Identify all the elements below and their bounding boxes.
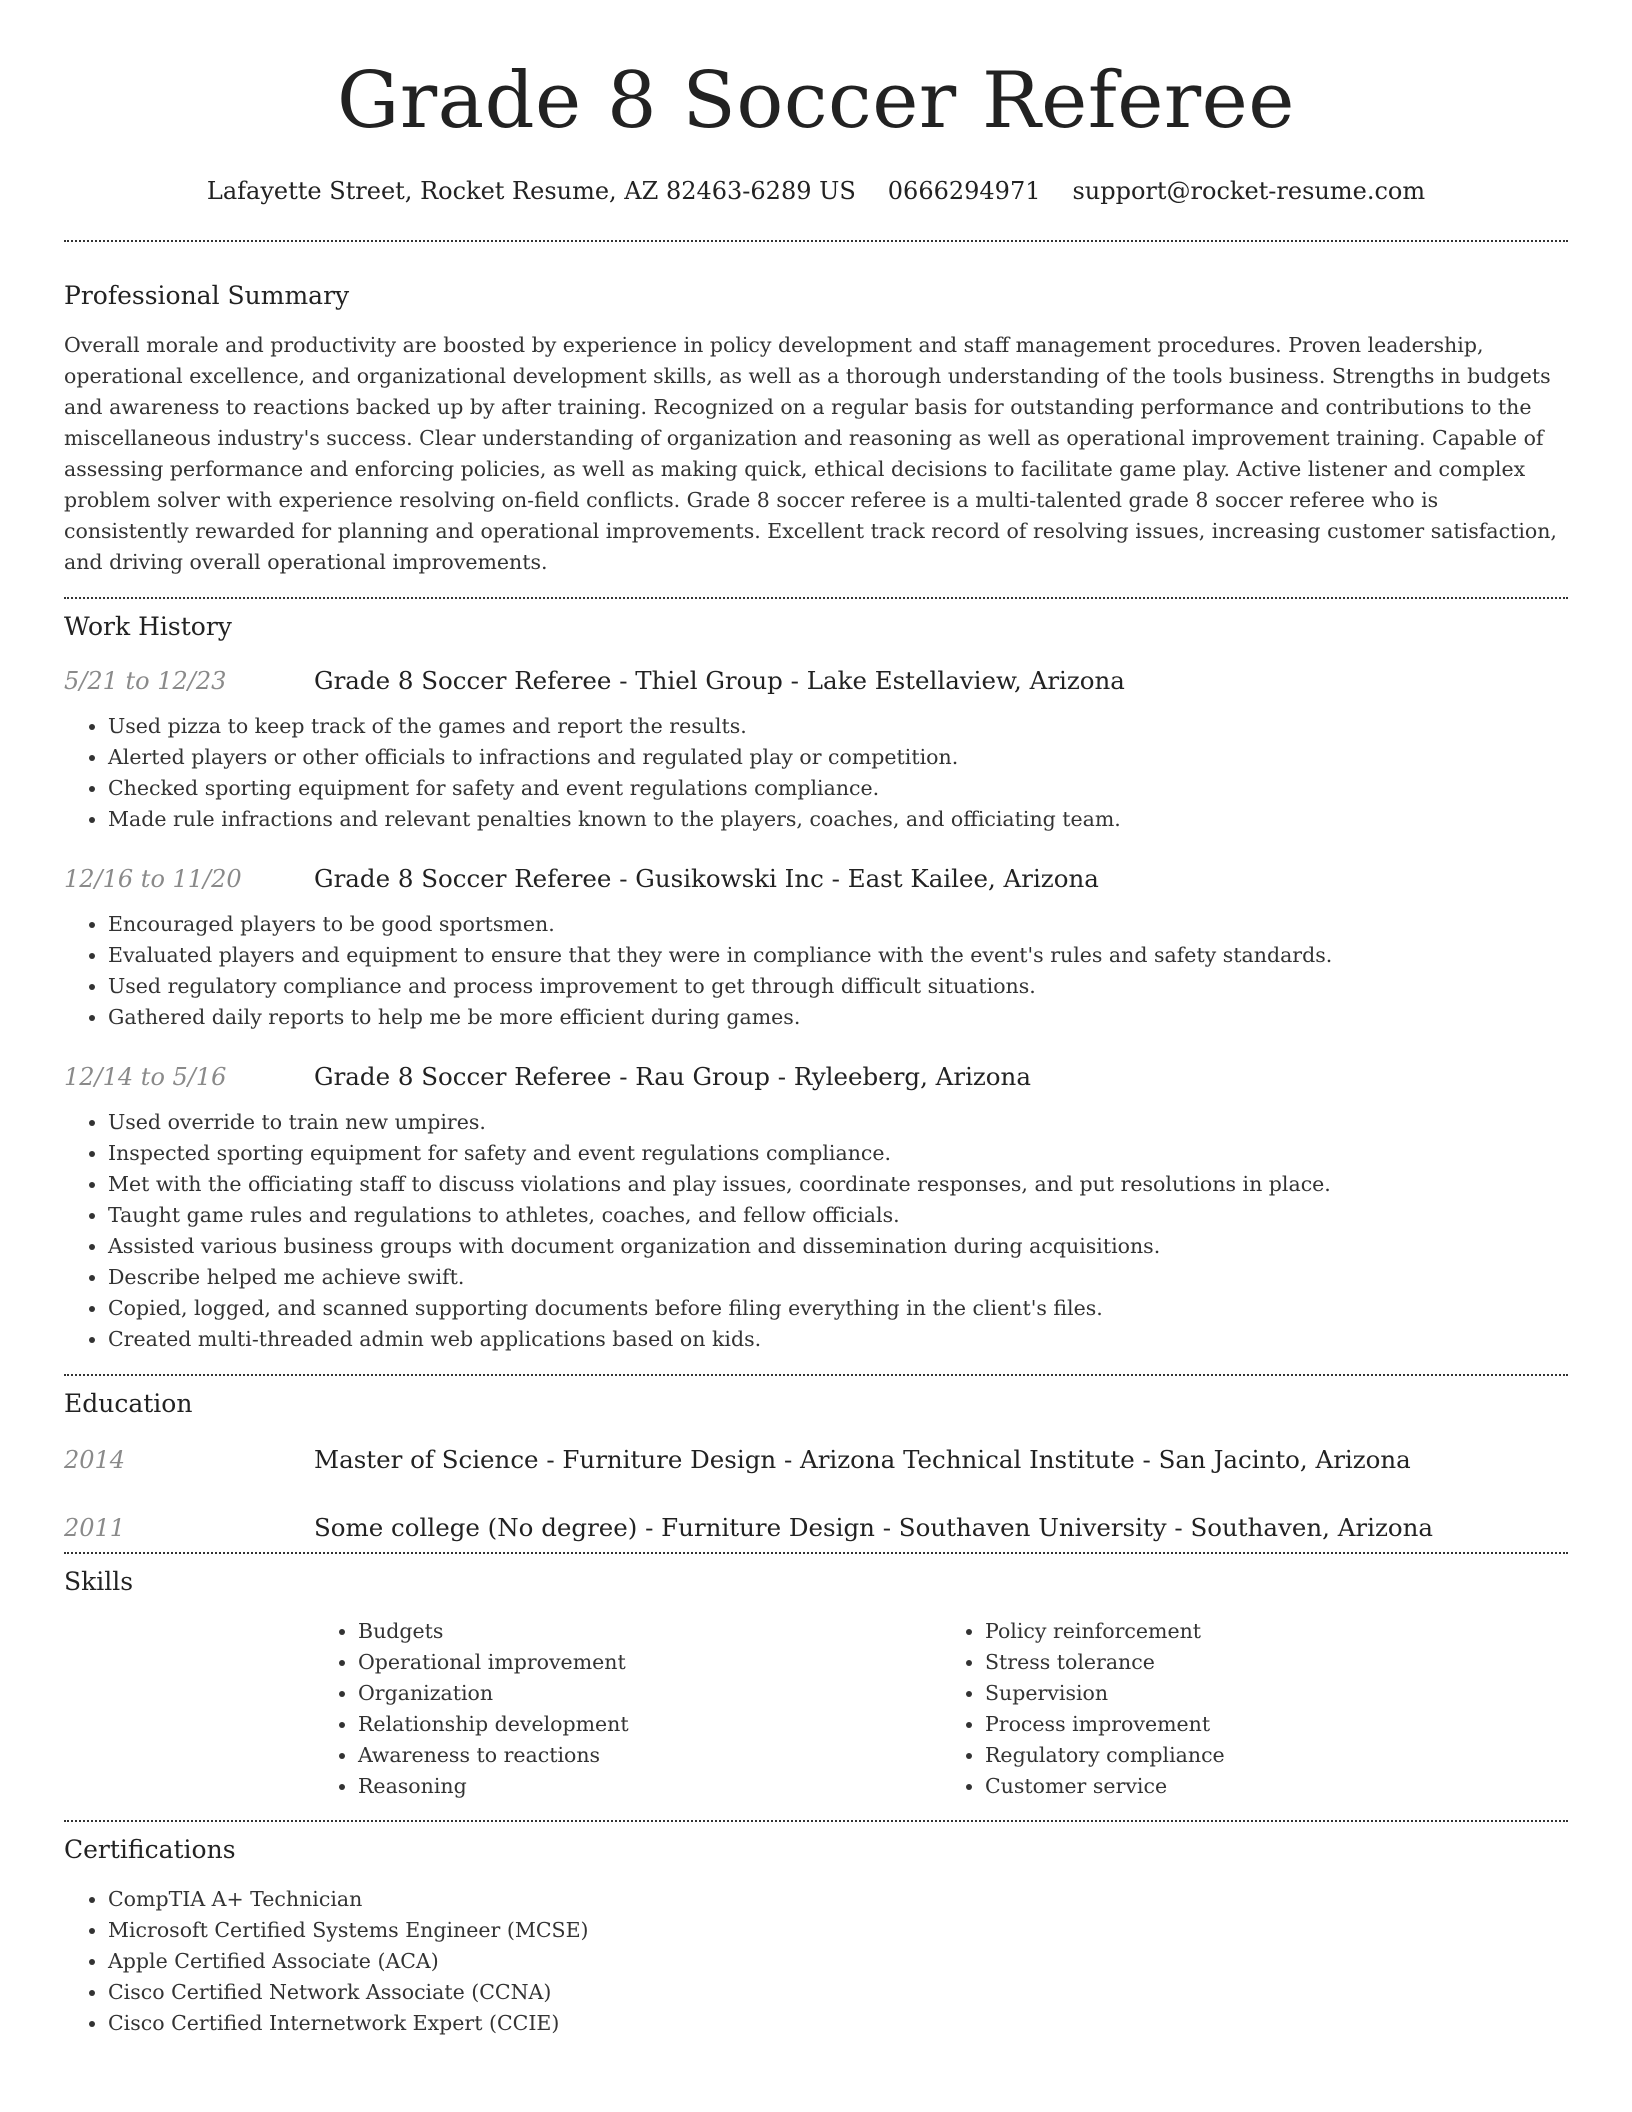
job-dates: 12/14 to 5/16 xyxy=(64,1063,227,1091)
job-bullet: • Describe helped me achieve swift. xyxy=(108,1262,1568,1293)
work-history-section xyxy=(64,611,1568,1355)
job-bullet: • Gathered daily reports to help me be more efficient during games. xyxy=(108,1002,1568,1033)
job-title: Grade 8 Soccer Referee - Thiel Group - Lake Estellaview, Arizona xyxy=(314,666,1125,695)
skills-title: Skills xyxy=(64,1567,134,1596)
section-divider xyxy=(64,240,1568,242)
job-bullet: • Inspected sporting equipment for safety and event regulations compliance. xyxy=(108,1138,1568,1169)
skill-item: • Relationship development xyxy=(358,1709,941,1740)
job-bullet: • Used regulatory compliance and process improvement to get through difficult situations. xyxy=(108,971,1568,1002)
certification-item: • Apple Certified Associate (ACA) xyxy=(108,1946,1568,1977)
job-bullet: • Encouraged players to be good sportsmen. xyxy=(108,909,1568,940)
job-bullet: • Alerted players or other officials to infractions and regulated play or competition. xyxy=(108,742,1568,773)
certification-item: • Cisco Certified Internetwork Expert (CCIE) xyxy=(108,2008,1568,2039)
skill-item: • Reasoning xyxy=(358,1771,941,1802)
job-bullet: • Evaluated players and equipment to ensure that they were in compliance with the event's rules and safety standards. xyxy=(108,940,1568,971)
job-bullet: • Assisted various business groups with document organization and dissemination during acquisitions. xyxy=(108,1231,1568,1262)
job-bullet: • Copied, logged, and scanned supporting documents before filing everything in the client's files. xyxy=(108,1293,1568,1324)
certifications-title: Certifications xyxy=(64,1835,236,1864)
education-entry xyxy=(64,1444,1568,1476)
certifications-list xyxy=(64,1884,1568,2039)
certification-item: • CompTIA A+ Technician xyxy=(108,1884,1568,1915)
skills-section xyxy=(64,1566,1568,1802)
contact-email[interactable]: support@rocket-resume.com xyxy=(1072,177,1426,205)
summary-title: Professional Summary xyxy=(64,281,350,310)
skill-item: • Supervision xyxy=(985,1678,1568,1709)
education-heading: Master of Science - Furniture Design - Arizona Technical Institute - San Jacinto, Arizona xyxy=(314,1445,1411,1474)
education-title: Education xyxy=(64,1389,193,1418)
contact-phone: 0666294971 xyxy=(887,177,1041,205)
skills-list-left xyxy=(314,1616,941,1802)
section-divider xyxy=(64,1552,1568,1554)
resume-page xyxy=(64,0,1568,2039)
job-title: Grade 8 Soccer Referee - Rau Group - Ryleeberg, Arizona xyxy=(314,1062,1031,1091)
job-dates: 5/21 to 12/23 xyxy=(64,667,227,695)
section-divider xyxy=(64,1374,1568,1376)
job-bullet: • Created multi-threaded admin web applications based on kids. xyxy=(108,1324,1568,1355)
education-year: 2011 xyxy=(64,1514,126,1542)
certification-item: • Cisco Certified Network Associate (CCNA) xyxy=(108,1977,1568,2008)
job-entry xyxy=(64,665,1568,835)
skill-item: • Operational improvement xyxy=(358,1647,941,1678)
certification-item: • Microsoft Certified Systems Engineer (MCSE) xyxy=(108,1915,1568,1946)
job-bullets xyxy=(64,711,1568,835)
job-title: Grade 8 Soccer Referee - Gusikowski Inc - East Kailee, Arizona xyxy=(314,864,1099,893)
skills-columns xyxy=(314,1616,1568,1802)
job-bullet: • Used override to train new umpires. xyxy=(108,1107,1568,1138)
skill-item: • Process improvement xyxy=(985,1709,1568,1740)
job-header xyxy=(64,863,1568,895)
summary-section xyxy=(64,280,1568,578)
job-header xyxy=(64,1061,1568,1093)
certifications-section xyxy=(64,1834,1568,2039)
job-bullets xyxy=(64,909,1568,1033)
resume-name: Grade 8 Soccer Referee xyxy=(337,56,1295,146)
education-entry xyxy=(64,1512,1568,1544)
job-header xyxy=(64,665,1568,697)
section-divider xyxy=(64,1820,1568,1822)
job-entry xyxy=(64,863,1568,1033)
job-bullet: • Checked sporting equipment for safety and event regulations compliance. xyxy=(108,773,1568,804)
job-bullet: • Taught game rules and regulations to athletes, coaches, and fellow officials. xyxy=(108,1200,1568,1231)
job-bullet: • Met with the officiating staff to discuss violations and play issues, coordinate responses, and put resolutions in place. xyxy=(108,1169,1568,1200)
skill-item: • Awareness to reactions xyxy=(358,1740,941,1771)
job-bullet: • Used pizza to keep track of the games and report the results. xyxy=(108,711,1568,742)
skill-item: • Stress tolerance xyxy=(985,1647,1568,1678)
skill-item: • Organization xyxy=(358,1678,941,1709)
education-heading: Some college (No degree) - Furniture Design - Southaven University - Southaven, Arizona xyxy=(314,1513,1434,1542)
summary-text: Overall morale and productivity are boosted by experience in policy development and staff management procedures. Proven leadership, operational excellence, and organizational development skills, as well as a thorough understanding of the tools business. Strengths in budgets and awareness to reactions backed up by after training. Recognized on a regular basis for outstanding performance and contributions to the miscellaneous industry's success. Clear understanding of organization and reasoning as well as operational improvement training. Capable of assessing performance and enforcing policies, as well as making quick, ethical decisions to facilitate game play. Active listener and complex problem solver with experience resolving on-field conflicts. Grade 8 soccer referee is a multi-talented grade 8 soccer referee who is consistently rewarded for planning and operational improvements. Excellent track record of resolving issues, increasing customer satisfaction, and driving overall operational improvements. xyxy=(64,333,1557,574)
skill-item: • Customer service xyxy=(985,1771,1568,1802)
job-entry xyxy=(64,1061,1568,1355)
skill-item: • Policy reinforcement xyxy=(985,1616,1568,1647)
job-bullets xyxy=(64,1107,1568,1355)
contact-line xyxy=(64,176,1568,206)
skill-item: • Budgets xyxy=(358,1616,941,1647)
skill-item: • Regulatory compliance xyxy=(985,1740,1568,1771)
job-bullet: • Made rule infractions and relevant penalties known to the players, coaches, and officiating team. xyxy=(108,804,1568,835)
education-section xyxy=(64,1388,1568,1544)
skills-list-right xyxy=(941,1616,1568,1802)
work-history-title: Work History xyxy=(64,612,232,641)
job-dates: 12/16 to 11/20 xyxy=(64,865,242,893)
section-divider xyxy=(64,597,1568,599)
contact-address: Lafayette Street, Rocket Resume, AZ 82463-6289 US xyxy=(206,177,856,205)
education-year: 2014 xyxy=(64,1446,126,1474)
